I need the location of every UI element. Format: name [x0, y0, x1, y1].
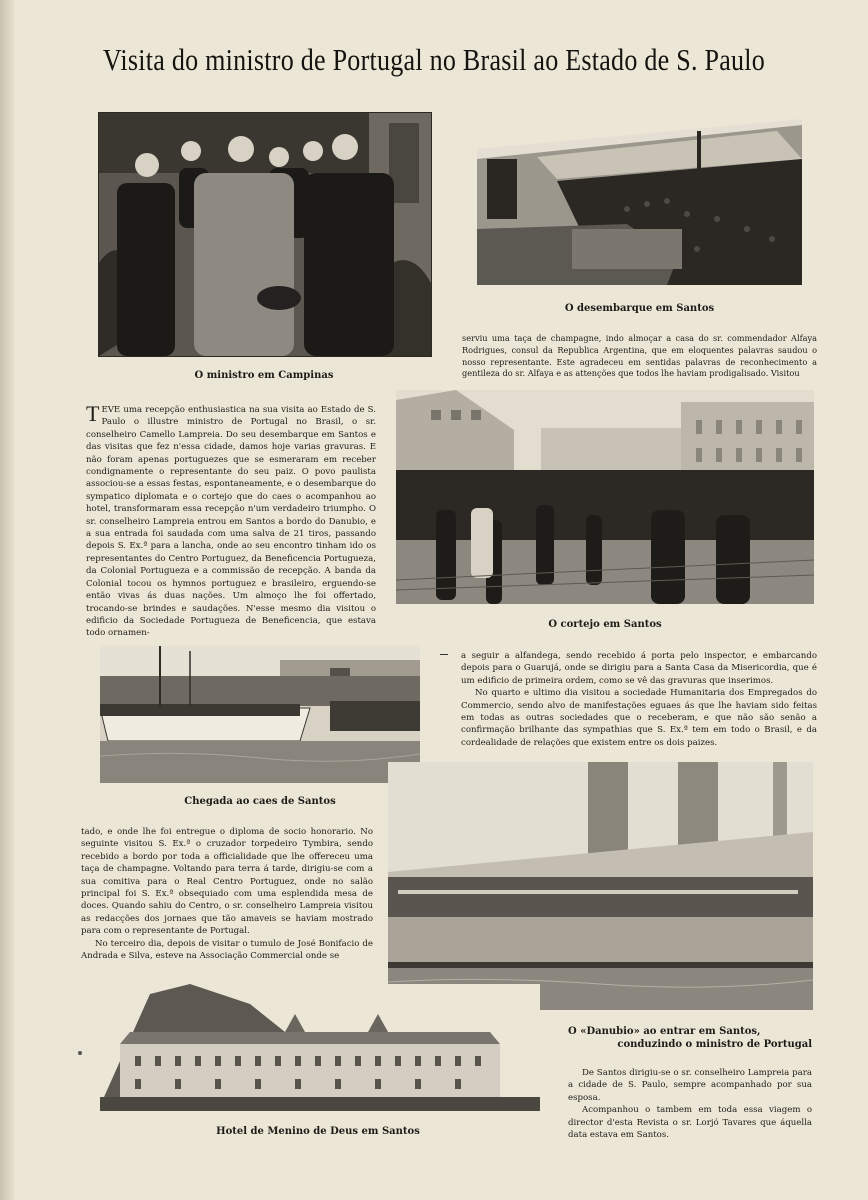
caption-danubio-line1: O «Danubio» ao entrar em Santos,	[568, 1026, 761, 1037]
article-dropcap: T	[86, 401, 100, 426]
caption-danubio-line2: conduzindo o ministro de Portugal	[617, 1039, 812, 1050]
article-col2-top-paragraph: serviu uma taça de champagne, indo almoçar a casa do sr. commendador Alfaya Rodrigues, consul da Republica Argentina, que em eloquentes palavras saudou o nosso representante. Este agradeceu em sentidas palavras de reconhecimento a gentileza do sr. Alfaya e as attenções que todos lhe haviam prodigalisado. Visitou	[462, 333, 817, 379]
separator-dash	[440, 654, 448, 655]
article-col1-bottom-paragraph-2: No terceiro dia, depois de visitar o tumulo de José Bonifacio de Andrada e Silva, esteve na Associação Commercial onde se	[81, 938, 373, 962]
caption-ministro-campinas: O ministro em Campinas	[194, 370, 334, 381]
caption-danubio	[548, 1025, 812, 1051]
article-col1-top-paragraph	[86, 401, 376, 640]
caption-hotel: Hotel de Menino de Deus em Santos	[216, 1126, 420, 1137]
photo-chegada-caes	[100, 646, 420, 783]
article-col2-bottom-paragraph-2: Acompanhou o tambem em toda essa viagem o director d'esta Revista o sr. Lorjó Tavares que áquella data estava em Santos.	[568, 1105, 812, 1141]
photo-hotel-menino-deus	[100, 984, 540, 1111]
page-binding-edge	[0, 0, 14, 1200]
article-col2-mid-paragraph-1: a seguir a alfandega, sendo recebido á porta pelo inspector, e embarcando depois para o Guarujá, onde se dirigiu para a Santa Casa da Misericordia, que é um edificio de primeira ordem, como se vê das gravuras que inserimos.	[461, 651, 817, 686]
article-col1-bottom-paragraph-1: tado, e onde lhe foi entregue o diploma de socio honorario. No seguinte visitou S. Ex.ª o cruzador torpedeiro Tymbira, sendo recebido a bordo por toda a officialidade que lhe offereceu uma taça de champagne. Voltando para terra á tarde, dirigiu-se com a sua comitiva para o Real Centro Portuguez, onde no salão principal foi S. Ex.ª obsequiado com uma esplendida mesa de doces. Quando sahiu do Centro, o sr. conselheiro Lampreia visitou as redacções dos jornaes que tão amaveis se haviam mostrado para com o representante de Portugal.	[81, 827, 373, 937]
caption-chegada-caes: Chegada ao caes de Santos	[184, 796, 336, 807]
caption-desembarque-santos: O desembarque em Santos	[564, 303, 715, 314]
caption-cortejo-santos: O cortejo em Santos	[548, 619, 662, 630]
article-col2-bottom	[568, 1067, 812, 1141]
photo-danubio-ship	[388, 762, 813, 1010]
page-headline: Visita do ministro de Portugal no Brasil ao Estado de S. Paulo	[102, 42, 766, 77]
article-col2-mid-paragraph-2: No quarto e ultimo dia visitou a sociedade Humanitaria dos Empregados do Commercio, sendo alvo de manifestações eguaes ás que lhe haviam sido feitas em todas as outras sociedades que o receberam, e que não são senão a confirmação brilhante das sympathias que S. Ex.ª tem em todo o Brasil, e da cordealidade de relações que existem entre os dois paizes.	[461, 688, 817, 748]
article-col1-top-text: EVE uma recepção enthusiastica na sua visita ao Estado de S. Paulo o illustre ministro de Portugal no Brasil, o sr. conselheiro Camello Lampreia. Do seu desembarque em Santos e das visitas que fez n'essa cidade, damos hoje varias gravuras. E não foram apenas portuguezes que se esmeraram em receber condignamente o representante do seu paiz. O povo paulista associou-se a essas festas, espontaneamente, e o desembarque do sympatico diplomata e o cortejo que do caes o acompanhou ao hotel, transformaram essa recepção n'um verdadeiro triumpho. O sr. conselheiro Lampreia entrou em Santos a bordo do Danubio, e a sua entrada foi saudada com uma salva de 21 tiros, passando depois S. Ex.ª para a lancha, onde ao seu encontro tinham ido os representantes do Centro Portuguez, da Beneficencia Portugueza, da Colonial Portugueza e a commissão de recepção. A banda da Colonial tocou os hymnos portuguez e brasileiro, erguendo-se então vivas ás duas nações. Um almoço lhe foi offertado, trocando-se brindes e saudações. N'esse mesmo dia visitou o edificio da Sociedade Portugueza de Beneficencia, que estava todo ornamen-	[86, 405, 376, 639]
photo-ministro-campinas	[98, 112, 432, 357]
article-col2-mid	[461, 650, 817, 749]
article-col2-bottom-paragraph-1: De Santos dirigiu-se o sr. conselheiro Lampreia para a cidade de S. Paulo, sempre acompanhado por sua esposa.	[568, 1068, 812, 1103]
article-col1-bottom	[81, 826, 373, 962]
article-col2-top	[462, 333, 817, 380]
photo-desembarque-santos	[477, 119, 802, 285]
page-dot-mark	[78, 1051, 82, 1055]
article-col1-top	[86, 401, 376, 640]
photo-cortejo-santos	[396, 390, 814, 604]
